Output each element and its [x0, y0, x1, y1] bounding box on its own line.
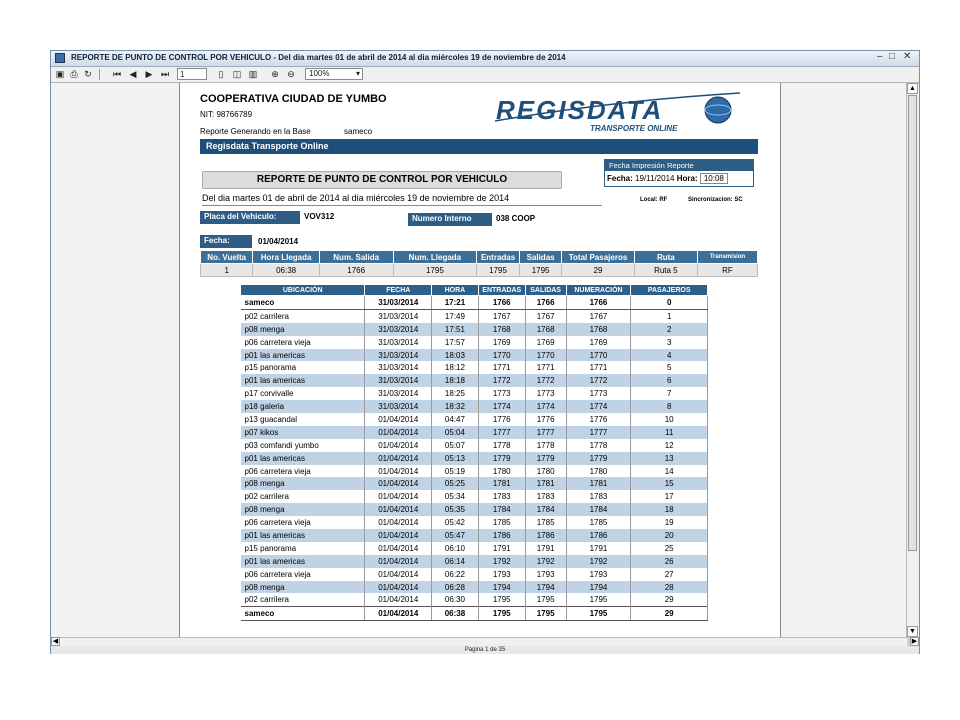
detail-cell: 1792: [478, 555, 525, 568]
detail-cell: p06 carretera vieja: [241, 465, 365, 478]
detail-cell: 5: [631, 361, 708, 374]
print-icon[interactable]: ⎙: [70, 69, 78, 79]
detail-cell: p06 carretera vieja: [241, 516, 365, 529]
detail-row: [241, 361, 708, 374]
detail-cell: 01/04/2014: [365, 542, 432, 555]
detail-cell: 1793: [525, 568, 566, 581]
detail-row: [241, 413, 708, 426]
chevron-down-icon: ▾: [355, 69, 360, 78]
detail-row: [241, 349, 708, 362]
detail-cell: 1781: [525, 477, 566, 490]
regisdata-logo: [490, 87, 760, 137]
detail-cell: sameco: [241, 607, 365, 621]
detail-cell: 10: [631, 413, 708, 426]
detail-cell: 1779: [566, 452, 631, 465]
detail-cell: 1786: [525, 529, 566, 542]
detail-cell: 1767: [478, 309, 525, 322]
detail-row: [241, 593, 708, 606]
detail-cell: 1773: [478, 387, 525, 400]
detail-cell: 06:30: [432, 593, 479, 606]
detail-cell: 01/04/2014: [365, 607, 432, 621]
detail-cell: 1784: [525, 503, 566, 516]
detail-cell: 1770: [566, 349, 631, 362]
summary-header: Num. Salida: [319, 251, 393, 264]
detail-cell: 27: [631, 568, 708, 581]
detail-header: FECHA: [365, 285, 432, 296]
detail-cell: 01/04/2014: [365, 593, 432, 606]
toolbar-separator: [99, 69, 100, 80]
zoom-value: 100%: [309, 69, 330, 78]
detail-cell: 1791: [566, 542, 631, 555]
summary-header: Hora Llegada: [253, 251, 319, 264]
detail-cell: p08 menga: [241, 477, 365, 490]
detail-cell: 01/04/2014: [365, 452, 432, 465]
detail-cell: 1794: [525, 581, 566, 594]
placa-value: VOV312: [304, 212, 335, 221]
detail-cell: 12: [631, 439, 708, 452]
detail-cell: 1780: [566, 465, 631, 478]
print-box-title: Fecha Impresión Reporte: [605, 160, 753, 171]
detail-cell: 01/04/2014: [365, 503, 432, 516]
summary-cell: 1766: [319, 264, 393, 277]
detail-cell: 05:04: [432, 426, 479, 439]
local-label: Local: RF: [640, 197, 668, 203]
summary-header: Ruta: [634, 251, 697, 264]
minimize-icon[interactable]: –: [877, 51, 883, 62]
interno-value: 038 COOP: [496, 214, 536, 223]
detail-cell: 1778: [478, 439, 525, 452]
detail-cell: 26: [631, 555, 708, 568]
window-title: REPORTE DE PUNTO DE CONTROL POR VEHICULO - Del dia martes 01 de abril de 2014 al dia miércoles 19 de noviembre de 2014: [71, 53, 566, 62]
detail-cell: 25: [631, 542, 708, 555]
detail-cell: 29: [631, 593, 708, 606]
detail-cell: 17:49: [432, 309, 479, 322]
detail-cell: 1792: [566, 555, 631, 568]
detail-row: [241, 387, 708, 400]
prev-page-icon[interactable]: ◀: [129, 69, 137, 79]
report-title: REPORTE DE PUNTO DE CONTROL POR VEHICULO: [202, 171, 562, 189]
detail-row: [241, 607, 708, 621]
detail-row: [241, 503, 708, 516]
detail-cell: 1783: [478, 490, 525, 503]
detail-cell: 1770: [478, 349, 525, 362]
company-nit: NIT: 98766789: [200, 110, 253, 119]
section-bar: Regisdata Transporte Online: [200, 139, 758, 154]
detail-cell: 01/04/2014: [365, 465, 432, 478]
detail-cell: 7: [631, 387, 708, 400]
detail-cell: 1780: [525, 465, 566, 478]
summary-cell: 1795: [477, 264, 520, 277]
detail-cell: p08 menga: [241, 323, 365, 336]
detail-cell: 1785: [566, 516, 631, 529]
detail-cell: 01/04/2014: [365, 439, 432, 452]
print-fecha-value: 19/11/2014: [635, 174, 675, 183]
detail-cell: 01/04/2014: [365, 477, 432, 490]
close-icon[interactable]: ✕: [903, 51, 912, 62]
detail-cell: 05:07: [432, 439, 479, 452]
print-fecha-label: Fecha:: [607, 174, 633, 183]
detail-cell: 17:21: [432, 296, 479, 310]
viewer-area: [51, 83, 907, 637]
save-icon[interactable]: ▣: [55, 69, 65, 79]
detail-cell: p07 kikos: [241, 426, 365, 439]
detail-cell: 18:12: [432, 361, 479, 374]
last-page-icon[interactable]: ⏭: [160, 69, 170, 79]
detail-row: [241, 581, 708, 594]
detail-cell: 01/04/2014: [365, 555, 432, 568]
detail-cell: 2: [631, 323, 708, 336]
status-bar: [51, 646, 919, 654]
detail-cell: 1772: [525, 374, 566, 387]
detail-cell: p01 las americas: [241, 452, 365, 465]
detail-cell: 05:25: [432, 477, 479, 490]
detail-cell: p01 las americas: [241, 529, 365, 542]
summary-cell: 06:38: [253, 264, 319, 277]
detail-table: [240, 284, 708, 621]
detail-cell: 1793: [478, 568, 525, 581]
detail-cell: 05:35: [432, 503, 479, 516]
detail-cell: 31/03/2014: [365, 361, 432, 374]
detail-cell: 31/03/2014: [365, 400, 432, 413]
detail-cell: 4: [631, 349, 708, 362]
detail-cell: p01 las americas: [241, 555, 365, 568]
detail-cell: 1778: [566, 439, 631, 452]
detail-cell: 06:38: [432, 607, 479, 621]
detail-header: PASAJEROS: [631, 285, 708, 296]
detail-row: [241, 568, 708, 581]
detail-cell: 8: [631, 400, 708, 413]
detail-cell: p08 menga: [241, 503, 365, 516]
detail-cell: 06:14: [432, 555, 479, 568]
detail-cell: p18 galeria: [241, 400, 365, 413]
summary-header: Transmision: [698, 251, 758, 264]
detail-cell: 1768: [478, 323, 525, 336]
detail-cell: 1776: [566, 413, 631, 426]
detail-row: [241, 323, 708, 336]
detail-cell: 31/03/2014: [365, 387, 432, 400]
detail-cell: 1769: [525, 336, 566, 349]
detail-header: SALIDAS: [525, 285, 566, 296]
single-page-icon[interactable]: ▯: [218, 69, 224, 79]
detail-cell: 18: [631, 503, 708, 516]
detail-cell: p06 carretera vieja: [241, 568, 365, 581]
divider: [202, 205, 602, 206]
detail-cell: 1783: [525, 490, 566, 503]
detail-cell: 1791: [478, 542, 525, 555]
detail-cell: 18:18: [432, 374, 479, 387]
vertical-scrollbar[interactable]: [906, 83, 919, 637]
scroll-left-icon[interactable]: ◀: [52, 638, 59, 645]
detail-cell: 01/04/2014: [365, 490, 432, 503]
detail-cell: 01/04/2014: [365, 568, 432, 581]
detail-cell: 04:47: [432, 413, 479, 426]
detail-header: ENTRADAS: [478, 285, 525, 296]
detail-cell: 1777: [525, 426, 566, 439]
detail-cell: 1792: [525, 555, 566, 568]
continuous-icon[interactable]: ▥: [248, 69, 258, 79]
detail-cell: p02 carrilera: [241, 593, 365, 606]
detail-cell: 1780: [478, 465, 525, 478]
logo-subtitle: TRANSPORTE ONLINE: [590, 124, 678, 133]
detail-cell: 1771: [478, 361, 525, 374]
detail-cell: 01/04/2014: [365, 581, 432, 594]
detail-cell: 6: [631, 374, 708, 387]
summary-header: No. Vuelta: [201, 251, 253, 264]
detail-row: [241, 555, 708, 568]
detail-cell: 1793: [566, 568, 631, 581]
next-page-icon[interactable]: ▶: [145, 69, 153, 79]
detail-cell: 31/03/2014: [365, 296, 432, 310]
scroll-down-icon[interactable]: ▼: [907, 626, 918, 637]
detail-cell: 18:25: [432, 387, 479, 400]
detail-cell: 1786: [478, 529, 525, 542]
detail-cell: 1785: [525, 516, 566, 529]
detail-cell: 06:28: [432, 581, 479, 594]
base-value: sameco: [344, 127, 373, 136]
detail-cell: 1767: [566, 309, 631, 322]
detail-cell: 18:32: [432, 400, 479, 413]
detail-cell: 14: [631, 465, 708, 478]
detail-row: [241, 516, 708, 529]
summary-header: Total Pasajeros: [562, 251, 634, 264]
detail-cell: p06 carretera vieja: [241, 336, 365, 349]
detail-cell: 1784: [566, 503, 631, 516]
detail-header: UBICACIÓN: [241, 285, 365, 296]
detail-cell: 1778: [525, 439, 566, 452]
detail-row: [241, 439, 708, 452]
detail-cell: 1779: [525, 452, 566, 465]
detail-row: [241, 426, 708, 439]
logo-text: REGISDATA: [496, 95, 664, 125]
detail-cell: 01/04/2014: [365, 516, 432, 529]
detail-cell: 1786: [566, 529, 631, 542]
detail-cell: 31/03/2014: [365, 374, 432, 387]
detail-cell: 1795: [525, 607, 566, 621]
detail-cell: p02 carrilera: [241, 309, 365, 322]
summary-cell: 1795: [393, 264, 477, 277]
detail-cell: 19: [631, 516, 708, 529]
detail-cell: 1773: [566, 387, 631, 400]
detail-cell: 1774: [566, 400, 631, 413]
report-page: [179, 83, 781, 637]
detail-cell: p15 panorama: [241, 542, 365, 555]
detail-cell: 17:57: [432, 336, 479, 349]
detail-cell: 0: [631, 296, 708, 310]
base-label: Reporte Generando en la Base: [200, 127, 311, 136]
summary-table: [200, 250, 758, 277]
print-hora-value: 10:08: [700, 173, 728, 184]
summary-header: Num. Llegada: [393, 251, 477, 264]
detail-cell: p15 panorama: [241, 361, 365, 374]
detail-cell: 1777: [478, 426, 525, 439]
detail-cell: 1766: [566, 296, 631, 310]
detail-cell: 17: [631, 490, 708, 503]
detail-cell: 1774: [525, 400, 566, 413]
detail-cell: 1768: [525, 323, 566, 336]
summary-cell: 29: [562, 264, 634, 277]
detail-cell: p02 carrilera: [241, 490, 365, 503]
detail-cell: 1766: [478, 296, 525, 310]
detail-row: [241, 477, 708, 490]
scroll-thumb[interactable]: [908, 95, 917, 551]
detail-cell: 1784: [478, 503, 525, 516]
detail-row: [241, 309, 708, 322]
detail-cell: 31/03/2014: [365, 349, 432, 362]
detail-cell: 1772: [566, 374, 631, 387]
detail-cell: 1776: [525, 413, 566, 426]
summary-header: Salidas: [519, 251, 561, 264]
print-date-box: [604, 159, 754, 187]
detail-cell: 1: [631, 309, 708, 322]
zoom-in-icon[interactable]: ⊕: [271, 69, 279, 79]
detail-cell: 05:47: [432, 529, 479, 542]
detail-cell: 1768: [566, 323, 631, 336]
detail-row: [241, 452, 708, 465]
detail-cell: 1769: [478, 336, 525, 349]
interno-label: Numero Interno: [408, 213, 492, 226]
detail-cell: 11: [631, 426, 708, 439]
detail-cell: 28: [631, 581, 708, 594]
detail-row: [241, 465, 708, 478]
detail-cell: 1795: [525, 593, 566, 606]
detail-cell: p13 guacandal: [241, 413, 365, 426]
detail-cell: 01/04/2014: [365, 426, 432, 439]
detail-cell: 1791: [525, 542, 566, 555]
summary-header: Entradas: [477, 251, 520, 264]
summary-cell: 1: [201, 264, 253, 277]
detail-cell: 1770: [525, 349, 566, 362]
fecha-label: Fecha:: [200, 235, 252, 248]
refresh-icon[interactable]: ↻: [84, 69, 92, 79]
summary-cell: 1795: [519, 264, 561, 277]
detail-cell: p03 comfandi yumbo: [241, 439, 365, 452]
detail-cell: p17 corvivalle: [241, 387, 365, 400]
detail-cell: 18:03: [432, 349, 479, 362]
detail-cell: 1776: [478, 413, 525, 426]
detail-cell: 05:19: [432, 465, 479, 478]
detail-cell: 06:22: [432, 568, 479, 581]
detail-cell: 01/04/2014: [365, 529, 432, 542]
detail-cell: 1794: [566, 581, 631, 594]
detail-cell: 1769: [566, 336, 631, 349]
detail-header: HORA: [432, 285, 479, 296]
detail-cell: 20: [631, 529, 708, 542]
summary-cell: Ruta 5: [634, 264, 697, 277]
detail-row: [241, 296, 708, 310]
detail-cell: p08 menga: [241, 581, 365, 594]
detail-cell: 1785: [478, 516, 525, 529]
maximize-icon[interactable]: □: [889, 51, 896, 62]
detail-cell: p01 las americas: [241, 374, 365, 387]
detail-row: [241, 542, 708, 555]
detail-cell: 1781: [566, 477, 631, 490]
app-icon: [55, 53, 65, 63]
summary-row: [201, 264, 758, 277]
first-page-icon[interactable]: ⏮: [112, 69, 122, 79]
detail-cell: 3: [631, 336, 708, 349]
detail-row: [241, 374, 708, 387]
detail-cell: sameco: [241, 296, 365, 310]
zoom-out-icon[interactable]: ⊖: [287, 69, 295, 79]
detail-cell: 31/03/2014: [365, 336, 432, 349]
detail-cell: 1795: [478, 607, 525, 621]
scroll-right-icon[interactable]: ▶: [911, 638, 918, 645]
detail-cell: 1779: [478, 452, 525, 465]
detail-cell: 31/03/2014: [365, 309, 432, 322]
fecha-value: 01/04/2014: [258, 237, 299, 246]
placa-label: Placa del Vehiculo:: [200, 211, 300, 224]
detail-cell: 05:34: [432, 490, 479, 503]
detail-cell: 31/03/2014: [365, 323, 432, 336]
summary-cell: RF: [698, 264, 758, 277]
sync-label: Sincronizacion: SC: [688, 197, 743, 203]
detail-cell: 1795: [566, 607, 631, 621]
page-info: Pagina 1 de 35: [464, 647, 506, 653]
detail-cell: 1774: [478, 400, 525, 413]
detail-row: [241, 490, 708, 503]
detail-cell: p01 las americas: [241, 349, 365, 362]
scroll-up-icon[interactable]: ▲: [907, 83, 918, 94]
detail-header: NUMERACIÓN: [566, 285, 631, 296]
detail-cell: 1794: [478, 581, 525, 594]
detail-cell: 1795: [566, 593, 631, 606]
company-name: COOPERATIVA CIUDAD DE YUMBO: [200, 93, 387, 105]
detail-row: [241, 529, 708, 542]
detail-cell: 1795: [478, 593, 525, 606]
detail-cell: 05:42: [432, 516, 479, 529]
title-bar: [51, 51, 919, 67]
detail-cell: 1783: [566, 490, 631, 503]
print-hora-label: Hora:: [676, 174, 698, 183]
detail-cell: 05:13: [432, 452, 479, 465]
detail-cell: 17:51: [432, 323, 479, 336]
two-page-icon[interactable]: ◫: [232, 69, 242, 79]
detail-cell: 1772: [478, 374, 525, 387]
report-viewer-window: [50, 50, 920, 654]
detail-cell: 01/04/2014: [365, 413, 432, 426]
page-number-input[interactable]: [177, 68, 207, 80]
detail-cell: 1781: [478, 477, 525, 490]
detail-cell: 1766: [525, 296, 566, 310]
detail-cell: 1771: [525, 361, 566, 374]
zoom-select[interactable]: [305, 68, 363, 80]
report-subtitle: Del dia martes 01 de abril de 2014 al dia miércoles 19 de noviembre de 2014: [202, 193, 510, 203]
detail-cell: 1773: [525, 387, 566, 400]
toolbar: [51, 67, 919, 83]
detail-row: [241, 336, 708, 349]
detail-cell: 13: [631, 452, 708, 465]
detail-cell: 1777: [566, 426, 631, 439]
detail-cell: 1771: [566, 361, 631, 374]
detail-cell: 06:10: [432, 542, 479, 555]
detail-cell: 15: [631, 477, 708, 490]
detail-cell: 29: [631, 607, 708, 621]
detail-cell: 1767: [525, 309, 566, 322]
detail-row: [241, 400, 708, 413]
